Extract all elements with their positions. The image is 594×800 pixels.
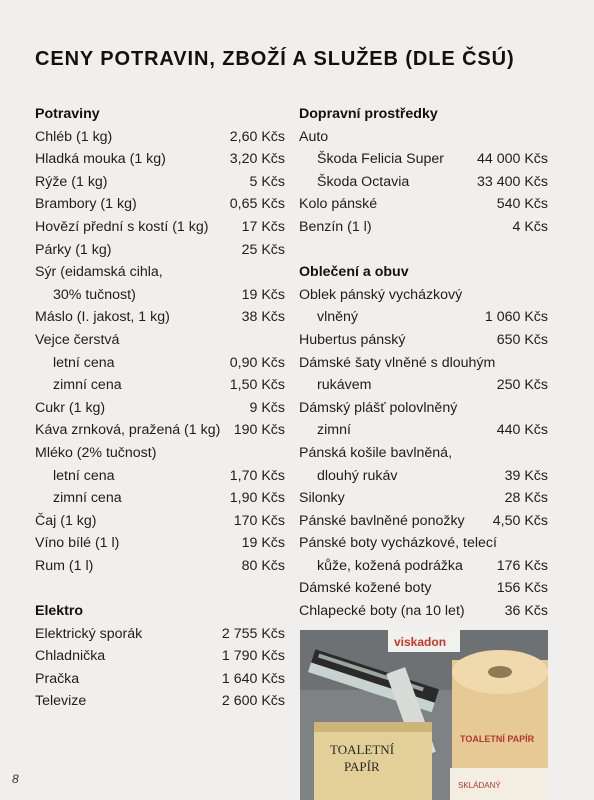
- photo-paper-label-2: PAPÍR: [344, 759, 380, 774]
- product-photo: [300, 630, 548, 800]
- price-row: Rum (1 l) 80 Kčs: [35, 557, 285, 574]
- price-row: Dámské šaty vlněné s dlouhým: [299, 354, 496, 371]
- price-row: Máslo (I. jakost, 1 kg) 38 Kčs: [35, 309, 285, 326]
- price-row: Čaj (1 kg) 170 Kčs: [35, 512, 285, 529]
- price-row: zimní cena 1,90 Kčs: [53, 490, 285, 507]
- price-row: Chlapecké boty (na 10 let) 36 Kčs: [299, 603, 548, 620]
- price-row: Vejce čerstvá: [35, 331, 120, 348]
- price-row: Rýže (1 kg) 5 Kčs: [35, 173, 285, 190]
- price-row: kůže, kožená podrážka 176 Kčs: [317, 557, 548, 574]
- price-row: letní cena 0,90 Kčs: [53, 354, 285, 371]
- price-row: Škoda Felicia Super 44 000 Kčs: [317, 151, 548, 168]
- price-row: Párky (1 kg) 25 Kčs: [35, 241, 285, 258]
- section-heading-food: Potraviny: [35, 106, 100, 122]
- price-row: Pánské boty vycházkové, telecí: [299, 535, 497, 552]
- price-row: zimní 440 Kčs: [317, 422, 548, 439]
- price-row: vlněný 1 060 Kčs: [317, 309, 548, 326]
- price-row: Auto: [299, 128, 329, 145]
- price-row: Káva zrnková, pražená (1 kg) 190 Kčs: [35, 422, 285, 439]
- price-row: dlouhý rukáv 39 Kčs: [317, 467, 548, 484]
- spacer: [35, 577, 285, 600]
- section-heading-clothing: Oblečení a obuv: [299, 264, 409, 281]
- photo-paper-label-1: TOALETNÍ: [330, 742, 395, 757]
- price-row: rukávem 250 Kčs: [317, 377, 548, 394]
- page-number: 8: [12, 772, 19, 786]
- price-row: Pračka 1 640 Kčs: [35, 670, 285, 687]
- section-heading-electro: Elektro: [35, 603, 84, 620]
- photo-roll-label: TOALETNÍ PAPÍR: [460, 734, 535, 744]
- price-row: Mléko (2% tučnost): [35, 444, 157, 461]
- left-column: [35, 103, 285, 713]
- section-heading-transport: Dopravní prostředky: [299, 106, 438, 122]
- page-title: CENY POTRAVIN, ZBOŽÍ A SLUŽEB (DLE ČSÚ): [35, 48, 515, 70]
- price-row: 30% tučnost) 19 Kčs: [53, 286, 285, 303]
- price-row: Škoda Octavia 33 400 Kčs: [317, 173, 548, 190]
- price-row: Pánská košile bavlněná,: [299, 444, 453, 461]
- price-row: Dámské kožené boty 156 Kčs: [299, 580, 548, 597]
- price-row: letní cena 1,70 Kčs: [53, 467, 285, 484]
- price-row: Hovězí přední s kostí (1 kg) 17 Kčs: [35, 218, 285, 235]
- price-row: Hubertus pánský 650 Kčs: [299, 331, 548, 348]
- price-row: Dámský plášť polovlněný: [299, 399, 458, 416]
- spacer: [299, 239, 548, 262]
- price-row: Víno bílé (1 l) 19 Kčs: [35, 535, 285, 552]
- photo-brand-label: viskadon: [394, 635, 447, 649]
- price-row: zimní cena 1,50 Kčs: [53, 377, 285, 394]
- price-row: Televize 2 600 Kčs: [35, 693, 285, 710]
- price-row: Brambory (1 kg) 0,65 Kčs: [35, 196, 285, 213]
- price-row: Chladnička 1 790 Kčs: [35, 648, 285, 665]
- price-row: Elektrický sporák 2 755 Kčs: [35, 625, 285, 642]
- right-column: [299, 103, 548, 623]
- price-row: Benzín (1 l) 4 Kčs: [299, 218, 548, 235]
- price-row: Chléb (1 kg) 2,60 Kčs: [35, 128, 285, 145]
- price-row: Silonky 28 Kčs: [299, 490, 548, 507]
- price-row: Hladká mouka (1 kg) 3,20 Kčs: [35, 151, 285, 168]
- price-row: Oblek pánský vycházkový: [299, 286, 463, 303]
- price-row: Sýr (eidamská cihla,: [35, 264, 163, 281]
- price-row: Cukr (1 kg) 9 Kčs: [35, 399, 285, 416]
- price-row: Kolo pánské 540 Kčs: [299, 196, 548, 213]
- price-row: Pánské bavlněné ponožky 4,50 Kčs: [299, 512, 548, 529]
- photo-package-label: SKLÁDANÝ: [458, 781, 501, 790]
